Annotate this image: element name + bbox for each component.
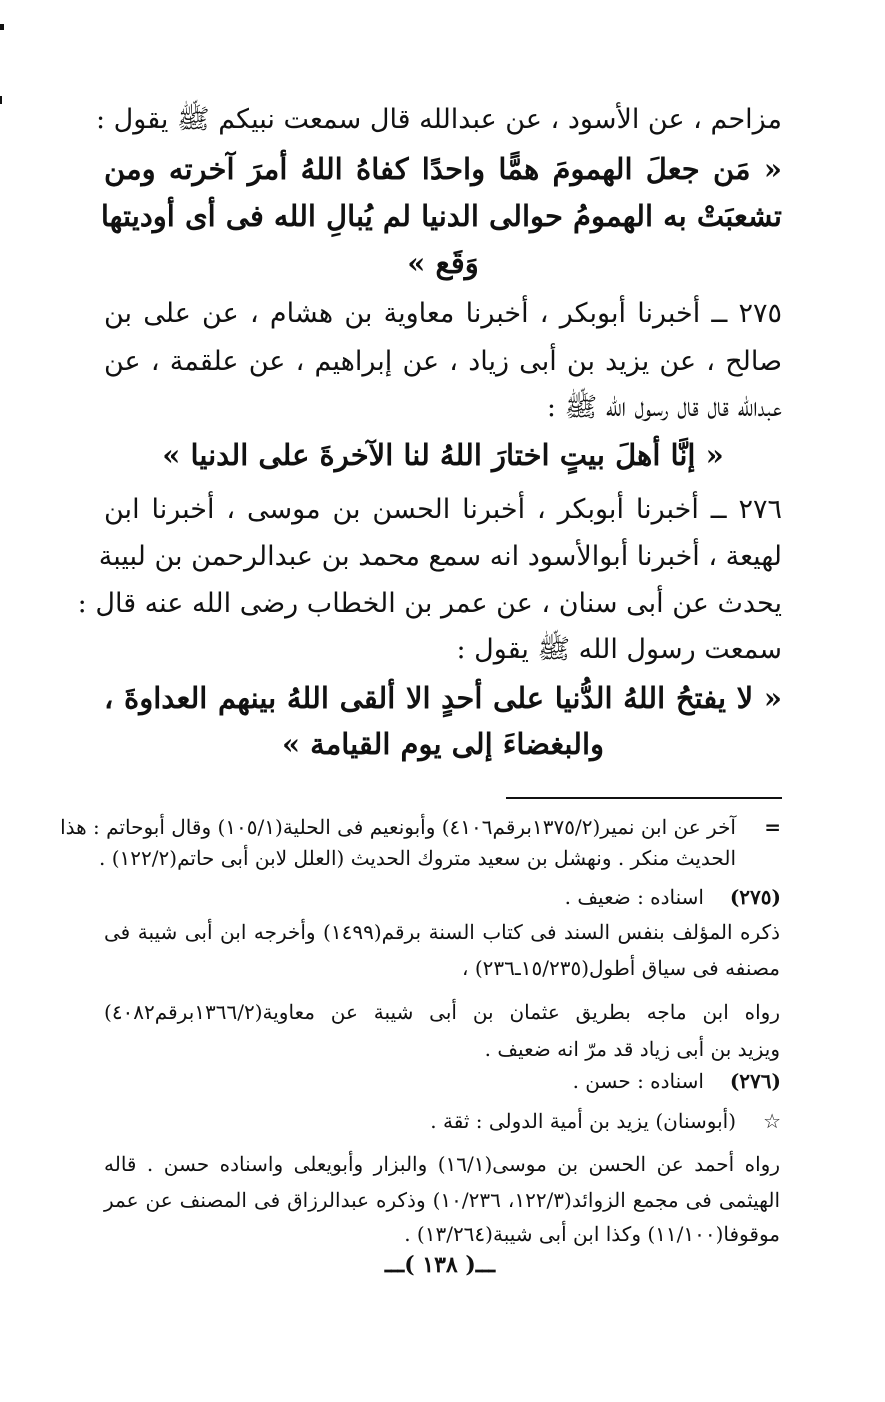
hadith-quote-line: وَقَع » — [407, 246, 479, 280]
hadith-275-quote: « إنَّا أهلَ بيتٍ اختارَ اللهُ لنا الآخرةَ على الدنيا » — [162, 438, 724, 472]
hadith-275-chain-line: صالح ، عن يزيد بن أبى زياد ، عن إبراهيم ، عن علقمة ، عن — [104, 346, 782, 377]
footnote-separator — [506, 797, 782, 799]
footnote-star-line: (أبوسنان) يزيد بن أمية الدولى : ثقة . — [430, 1109, 736, 1133]
footnote-276-line: موقوفا(١١/١٠٠) وكذا ابن أبى شيبة(١٣/٢٦٤) . — [404, 1222, 780, 1246]
hadith-276-chain-line: سمعت رسول الله ﷺ يقول : — [456, 634, 782, 665]
hadith-275-chain-line: ٢٧٥ ــ أخبرنا أبوبكر ، أخبرنا معاوية بن هشام ، عن على بن — [104, 298, 782, 329]
scan-edge-mark — [0, 24, 4, 30]
hadith-quote-line: تشعبَتْ به الهمومُ حوالى الدنيا لم يُبالِ الله فى أى أوديتها — [100, 199, 782, 233]
hadith-quote-line: « مَن جعلَ الهمومَ همًّا واحدًا كفاهُ اللهُ أمرَ آخرته ومن — [104, 152, 782, 186]
footnote-275-line: ذكره المؤلف بنفس السند فى كتاب السنة برقم(١٤٩٩) وأخرجه ابن أبى شيبة فى — [104, 920, 780, 944]
footnote-275-line: مصنفه فى سياق أطول(١٥/٢٣٥ـ٢٣٦) ، — [462, 956, 780, 980]
footnote-line: الحديث منكر . ونهشل بن سعيد متروك الحديث (العلل لابن أبى حاتم(١٢٢/٢) . — [99, 846, 736, 870]
hadith-276-chain-line: لهيعة ، أخبرنا أبوالأسود انه سمع محمد بن عبدالرحمن بن لبيبة — [98, 541, 782, 572]
page-number: ـــ( ١٣٨ )ـــ — [384, 1252, 496, 1278]
footnote-276-line: الهيثمى فى مجمع الزوائد(١٢٢/٣، ١٠/٢٣٦) وذكره عبدالرزاق فى المصنف عن عمر — [104, 1188, 781, 1212]
footnote-continuation-marker: = — [764, 815, 781, 839]
main-text-line: مزاحم ، عن الأسود ، عن عبدالله قال سمعت نبيكم ﷺ يقول : — [96, 104, 782, 135]
hadith-276-chain-line: يحدث عن أبى سنان ، عن عمر بن الخطاب رضى الله عنه قال : — [77, 588, 782, 619]
hadith-276-chain-line: ٢٧٦ ــ أخبرنا أبوبكر ، أخبرنا الحسن بن موسى ، أخبرنا ابن — [104, 494, 782, 525]
footnote-line: آخر عن ابن نمير(١٣٧٥/٢برقم٤١٠٦) وأبونعيم فى الحلية(١٠٥/١) وقال أبوحاتم : هذا — [60, 815, 736, 839]
star-icon: ☆ — [763, 1109, 781, 1133]
footnote-275-line: ويزيد بن أبى زياد قد مرّ انه ضعيف . — [484, 1037, 780, 1061]
footnote-275-line: اسناده : ضعيف . — [564, 885, 704, 909]
hadith-276-quote-line: « لا يفتحُ اللهُ الدُّنيا على أحدٍ الا ألقى اللهُ بينهم العداوةَ ، — [104, 681, 782, 715]
hadith-275-chain-line: عبدالله قال قال رسول الله ﷺ : — [546, 392, 782, 423]
footnote-275-marker: (٢٧٥) — [729, 885, 781, 909]
footnote-276-marker: (٢٧٦) — [729, 1069, 781, 1093]
footnote-275-line: رواه ابن ماجه بطريق عثمان بن أبى شيبة عن معاوية(١٣٦٦/٢برقم٤٠٨٢) — [104, 1000, 780, 1024]
footnote-276-line: رواه أحمد عن الحسن بن موسى(١٦/١) والبزار وأبويعلى واسناده حسن . قاله — [104, 1152, 780, 1176]
hadith-276-quote-line: والبغضاءَ إلى يوم القيامة » — [281, 727, 605, 761]
footnote-276-line: اسناده : حسن . — [572, 1069, 704, 1093]
scan-edge-mark — [0, 96, 2, 104]
